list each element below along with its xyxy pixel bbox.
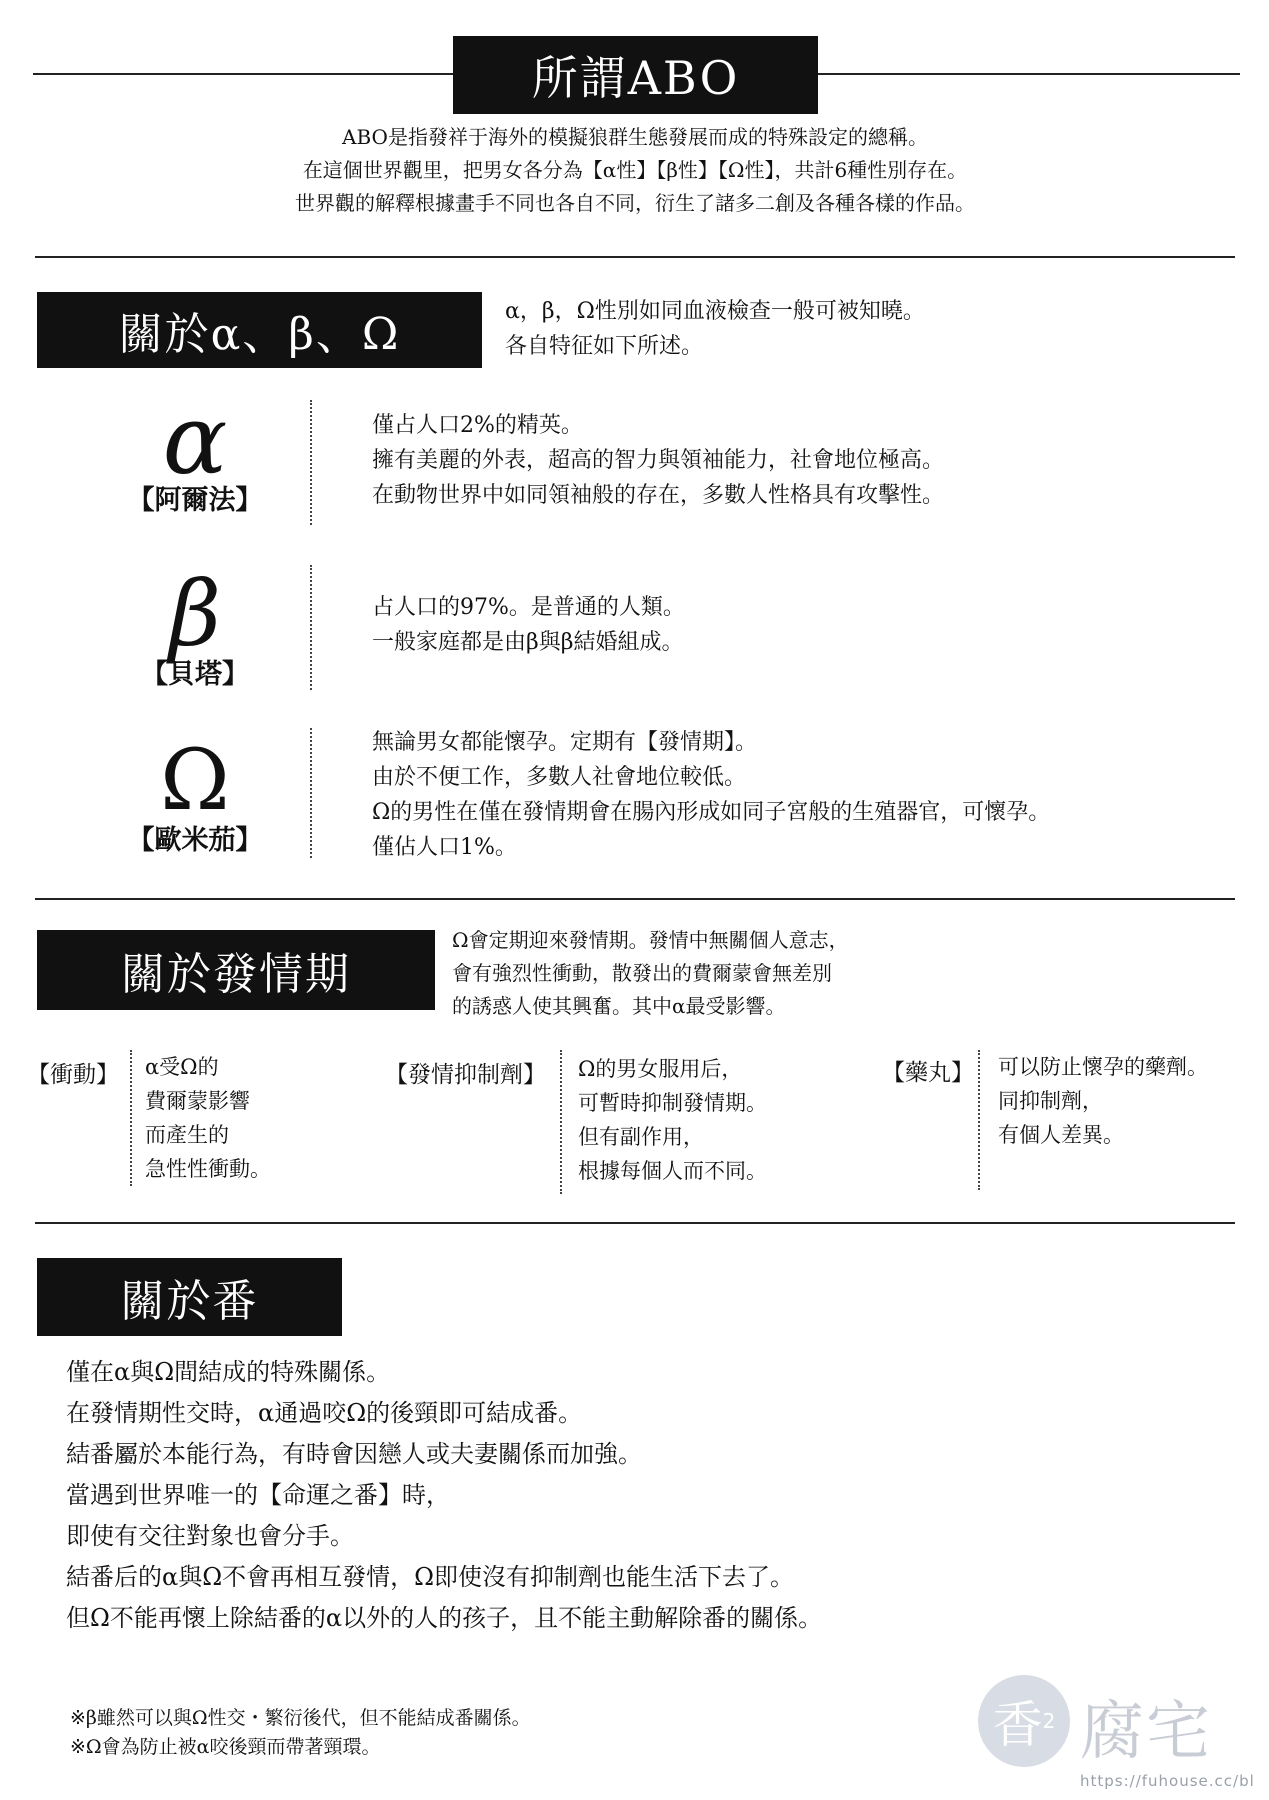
pair-line: 僅在α與Ω間結成的特殊關係。 (66, 1358, 391, 1386)
pair-line: 結番后的α與Ω不會再相互發情，Ω即使沒有抑制劑也能生活下去了。 (66, 1563, 795, 1591)
genders-intro-line: α，β，Ω性別如同血液檢查一般可被知曉。 (505, 299, 925, 324)
alpha-desc-line: 在動物世界中如同領袖般的存在，多數人性格具有攻擊性。 (372, 483, 945, 508)
omega-name: 【歐米茄】 (127, 825, 263, 856)
beta-separator (310, 565, 312, 690)
omega-separator (310, 728, 312, 858)
header-rule-left (33, 73, 453, 75)
term-separator (978, 1050, 980, 1190)
term-line: 同抑制劑， (998, 1089, 1103, 1113)
header-rule-right (818, 73, 1240, 75)
omega-symbol: Ω (160, 731, 230, 829)
heat-intro (452, 924, 1232, 1023)
omega-desc-line: 僅佔人口1%。 (372, 835, 517, 860)
term-line: 急性性衝動。 (145, 1157, 271, 1181)
term-line: 費爾蒙影響 (145, 1089, 250, 1113)
alpha-description (372, 408, 1222, 513)
alpha-separator (310, 400, 312, 525)
watermark-url: https://fuhouse.cc/bl (1080, 1772, 1255, 1790)
beta-desc-line: 占人口的97%。是普通的人類。 (372, 595, 685, 620)
intro-line: 在這個世界觀里，把男女各分為【α性】【β性】【Ω性】，共計6種性別存在。 (302, 158, 968, 182)
term-label-suppressant: 【發情抑制劑】 (385, 1062, 546, 1088)
section-title-genders: 關於α、β、Ω (37, 292, 482, 368)
term-separator (560, 1050, 562, 1194)
alpha-name: 【阿爾法】 (127, 485, 263, 516)
watermark-logo-char: 香 (992, 1696, 1043, 1754)
pair-line: 當遇到世界唯一的【命運之番】時， (66, 1481, 450, 1509)
watermark-text: 腐宅 (1080, 1695, 1212, 1769)
alpha-desc-line: 僅占人口2%的精英。 (372, 413, 583, 438)
omega-desc-line: Ω的男性在僅在發情期會在腸內形成如同子宮般的生殖器官，可懷孕。 (372, 800, 1051, 825)
term-line: 可以防止懷孕的藥劑。 (998, 1055, 1208, 1079)
footnote-line: ※Ω會為防止被α咬後頸而帶著頸環。 (70, 1736, 381, 1758)
term-text-pill (998, 1050, 1258, 1152)
beta-symbol: β (168, 562, 222, 667)
section-title-pair: 關於番 (37, 1258, 342, 1336)
term-line: α受Ω的 (145, 1055, 219, 1079)
omega-desc-line: 由於不便工作，多數人社會地位較低。 (372, 765, 747, 790)
beta-description (372, 590, 1222, 660)
divider (35, 898, 1235, 900)
divider (35, 256, 1235, 258)
term-line: 而產生的 (145, 1123, 229, 1147)
pair-line: 但Ω不能再懷上除結番的α以外的人的孩子，且不能主動解除番的關係。 (66, 1604, 823, 1632)
term-text-suppressant (578, 1052, 858, 1188)
term-line: 可暫時抑制發情期。 (578, 1091, 767, 1115)
genders-intro-line: 各自特征如下所述。 (505, 334, 704, 359)
pair-line: 在發情期性交時，α通過咬Ω的後頸即可結成番。 (66, 1399, 583, 1427)
watermark-logo-sup: 2 (1042, 1709, 1056, 1733)
alpha-symbol: α (162, 384, 228, 496)
watermark-logo-icon (978, 1675, 1070, 1767)
omega-desc-line: 無論男女都能懷孕。定期有【發情期】。 (372, 730, 758, 755)
term-line: 但有副作用， (578, 1125, 704, 1149)
heat-intro-line: Ω會定期迎來發情期。發情中無關個人意志， (452, 928, 849, 952)
beta-desc-line: 一般家庭都是由β與β結婚組成。 (372, 630, 684, 655)
pair-line: 即使有交往對象也會分手。 (66, 1522, 354, 1550)
term-label-pill: 【藥丸】 (882, 1060, 974, 1086)
term-line: 根據每個人而不同。 (578, 1159, 767, 1183)
term-line: Ω的男女服用后， (578, 1057, 743, 1081)
intro-line: ABO是指發祥于海外的模擬狼群生態發展而成的特殊設定的總稱。 (342, 125, 928, 149)
intro-text (120, 121, 1150, 220)
pair-line: 結番屬於本能行為，有時會因戀人或夫妻關係而加強。 (66, 1440, 642, 1468)
genders-intro (505, 294, 1205, 364)
divider (35, 1222, 1235, 1224)
heat-intro-line: 的誘惑人使其興奮。其中α最受影響。 (452, 994, 786, 1018)
term-text-impulse (145, 1050, 365, 1186)
term-line: 有個人差異。 (998, 1123, 1124, 1147)
section-title-heat: 關於發情期 (37, 930, 435, 1010)
footnote-line: ※β雖然可以與Ω性交・繁衍後代，但不能結成番關係。 (70, 1707, 531, 1729)
term-label-impulse: 【衝動】 (27, 1062, 119, 1088)
term-separator (130, 1050, 132, 1186)
beta-name: 【貝塔】 (141, 659, 249, 690)
footnotes (70, 1704, 970, 1762)
pair-description (66, 1352, 1216, 1639)
heat-intro-line: 會有強烈性衝動，散發出的費爾蒙會無差別 (452, 961, 832, 985)
alpha-desc-line: 擁有美麗的外表，超高的智力與領袖能力，社會地位極高。 (372, 448, 945, 473)
intro-line: 世界觀的解釋根據畫手不同也各自不同，衍生了諸多二創及各種各樣的作品。 (295, 191, 975, 215)
page-title: 所謂ABO (453, 36, 818, 114)
omega-description (372, 725, 1252, 865)
